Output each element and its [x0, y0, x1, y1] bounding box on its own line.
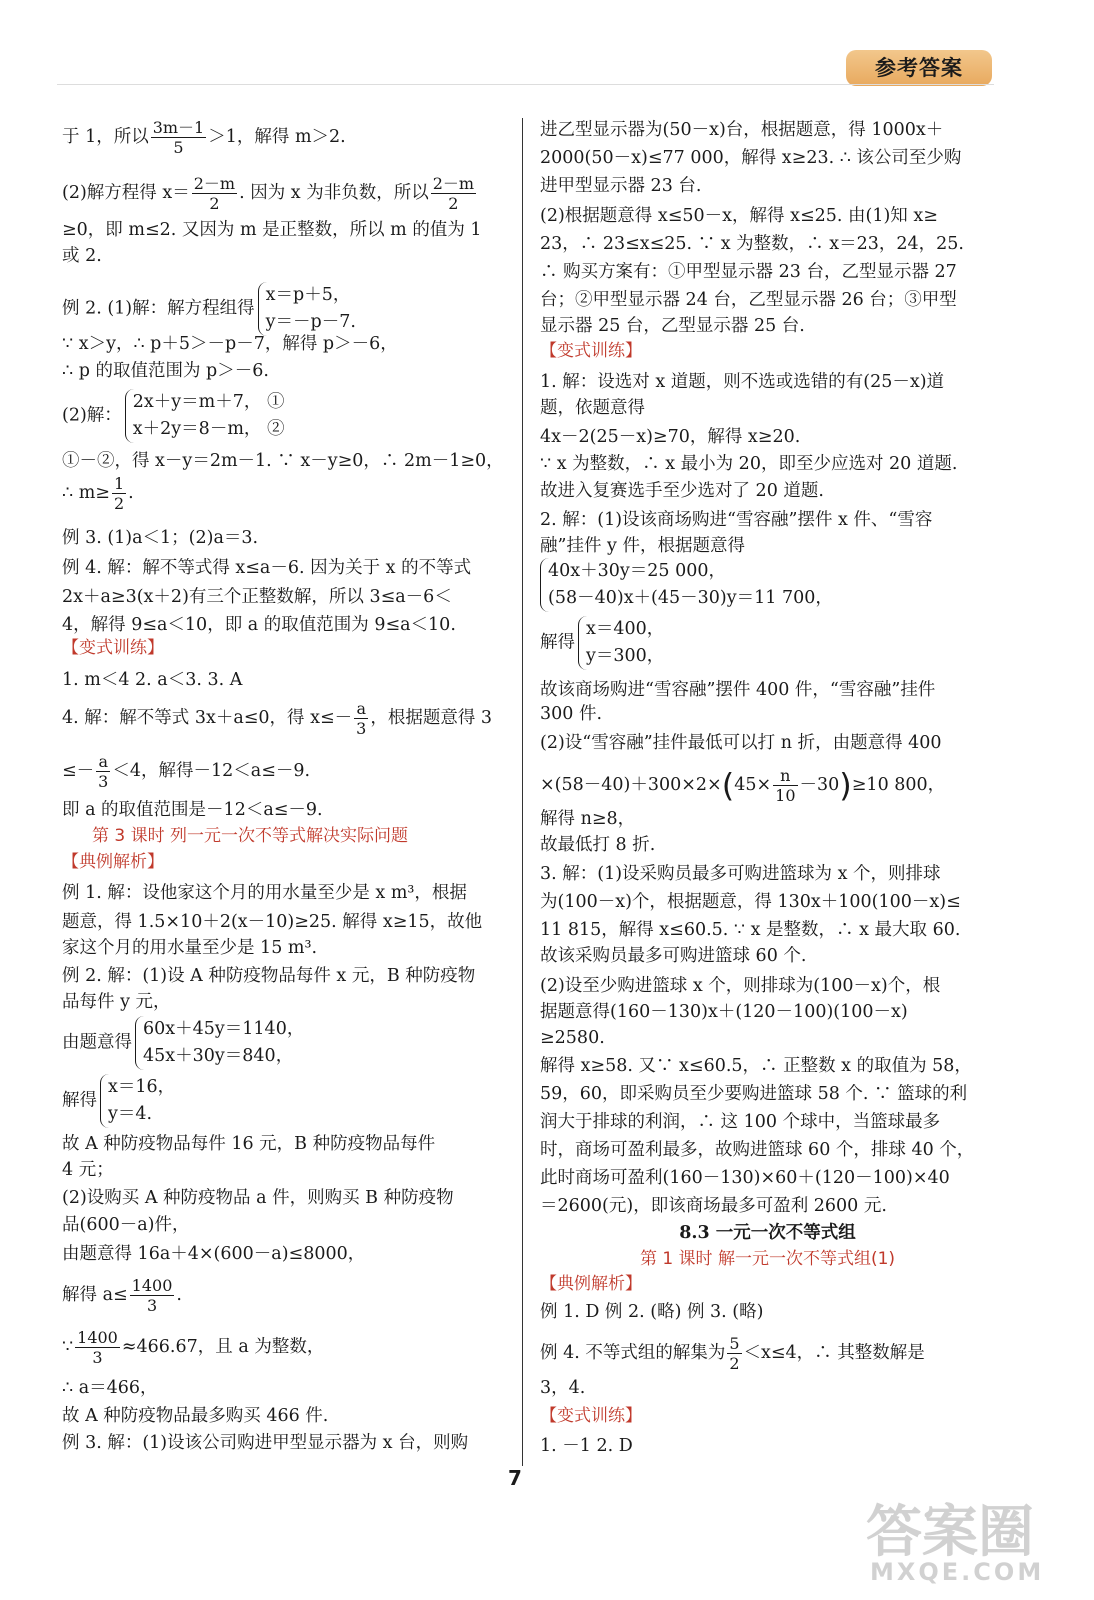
- equation-system: 40x＋30y＝25 000， (58－40)x＋(45－30)y＝11 700，: [540, 558, 833, 612]
- text-line: (2)根据题意得 x≤50－x，解得 x≤25. 由(1)知 x≥: [540, 206, 938, 226]
- text-line: ∴ m≥ $\frac{1}{2}$ .: [62, 474, 134, 513]
- equation-system: 2x＋y＝m＋7， ① x＋2y＝8－m， ②: [125, 389, 285, 443]
- chapter-title: 8.3 一元一次不等式组: [679, 1223, 856, 1243]
- fraction: $\frac{a}{3}$: [98, 752, 109, 791]
- section-heading: 【典例解析】: [540, 1274, 642, 1294]
- text-line: 进乙型显示器为(50－x)台，根据题意，得 1000x＋: [540, 120, 944, 140]
- text-line: 1. －1 2. D: [540, 1436, 633, 1456]
- text-line: ①－②，得 x－y＝2m－1. ∵ x－y≥0，∴ 2m－1≥0，: [62, 451, 504, 471]
- lesson-title: 第 3 课时 列一元一次不等式解决实际问题: [92, 826, 409, 846]
- text-line: 2x＋a≥3(x＋2)有三个正整数解，所以 3≤a－6＜: [62, 587, 452, 607]
- text-line: (2)设至少购进篮球 x 个，则排球为(100－x)个，根: [540, 976, 941, 996]
- fraction: $\frac{n}{10}$: [775, 766, 796, 805]
- section-heading: 【变式训练】: [540, 1406, 642, 1426]
- text-line: ×(58－40)＋300×2×(45× $\frac{n}{10}$ －30)≥10 800，: [540, 766, 946, 805]
- text-line: 故该采购员最多可购进篮球 60 个.: [540, 946, 807, 966]
- text-line: 解得 a≤ $\frac{1400}{3}$ .: [62, 1276, 182, 1315]
- text-line: 题，依题意得: [540, 398, 645, 418]
- equation-system: x＝p＋5， y＝－p－7.: [258, 282, 356, 336]
- text-line: 3. 解：(1)设采购员最多可购进篮球为 x 个，则排球: [540, 864, 941, 884]
- text-line: 4x－2(25－x)≥70，解得 x≥20.: [540, 427, 801, 447]
- text-line: 4. 解：解不等式 3x＋a≤0，得 x≤－ $\frac{a}{3}$ ，根据题意得 3: [62, 699, 493, 738]
- text-line: ≥2580.: [540, 1028, 605, 1048]
- equation-system: 60x＋45y＝1140， 45x＋30y＝840，: [135, 1016, 304, 1070]
- text-line: 故 A 种防疫物品每件 16 元，B 种防疫物品每件: [62, 1134, 436, 1154]
- text-line: 品(600－a)件，: [62, 1215, 190, 1235]
- watermark-logo: 答案圈 MXQE.COM: [866, 1500, 1045, 1586]
- text-line: 2. 解：(1)设该商场购进“雪容融”摆件 x 件、“雪容: [540, 510, 933, 530]
- text-line: 例 1. D 例 2. (略) 例 3. (略): [540, 1302, 764, 1322]
- text-line: 59，60，即采购员至少要购进篮球 58 个. ∵ 篮球的利: [540, 1084, 968, 1104]
- text-line: 润大于排球的利润，∴ 这 100 个球中，当篮球最多: [540, 1112, 941, 1132]
- text-line: ∵ x＞y，∴ p＋5＞－p－7，解得 p＞－6，: [62, 334, 398, 354]
- text-line: (2)设“雪容融”挂件最低可以打 n 折，由题意得 400: [540, 733, 942, 753]
- text-line: 据题意得(160－130)x＋(120－100)(100－x): [540, 1002, 908, 1022]
- text-line: (2)解方程得 x＝ $\frac{2-m}{2}$ . 因为 x 为非负数，所以 $\frac{2-m}{2}$: [62, 174, 475, 213]
- text-line: 1. m＜4 2. a＜3. 3. A: [62, 670, 243, 690]
- fraction: $\frac{1}{2}$: [113, 474, 125, 513]
- text-line: ≤－ $\frac{a}{3}$ ＜4，解得－12＜a≤－9.: [62, 752, 311, 791]
- text-line: [540, 558, 833, 612]
- text-line: 4，解得 9≤a＜10，即 a 的取值范围为 9≤a＜10.: [62, 615, 456, 635]
- text-line: ∴ 购买方案有：①甲型显示器 23 台，乙型显示器 27: [540, 262, 957, 282]
- equation-system: x＝16， y＝4.: [100, 1074, 175, 1128]
- text-line: 11 815，解得 x≤60.5. ∵ x 是整数，∴ x 最大取 60.: [540, 920, 961, 940]
- text-line: (2)解： 2x＋y＝m＋7， ① x＋2y＝8－m， ②: [62, 389, 284, 443]
- text-line: 1. 解：设选对 x 道题，则不选或选错的有(25－x)道: [540, 372, 945, 392]
- text-line: ∵ x 为整数，∴ x 最小为 20，即至少应选对 20 道题.: [540, 454, 958, 474]
- text-line: 例 4. 解：解不等式得 x≤a－6. 因为关于 x 的不等式: [62, 558, 472, 578]
- text-line: ∴ a＝466，: [62, 1378, 158, 1398]
- text-line: 300 件.: [540, 704, 603, 724]
- text-line: 显示器 25 台，乙型显示器 25 台.: [540, 316, 805, 336]
- text-line: 解得 x≥58. 又∵ x≤60.5，∴ 正整数 x 的取值为 58，: [540, 1056, 972, 1076]
- equation-system: x＝400， y＝300，: [578, 616, 664, 670]
- text-line: 于 1，所以 $\frac{3m-1}{5}$ ＞1，解得 m＞2.: [62, 118, 346, 157]
- text-line: 例 2. (1)解：解方程组得 x＝p＋5， y＝－p－7.: [62, 282, 356, 336]
- text-line: 台；②甲型显示器 24 台，乙型显示器 26 台；③甲型: [540, 290, 957, 310]
- text-line: 例 2. 解：(1)设 A 种防疫物品每件 x 元，B 种防疫物: [62, 966, 476, 986]
- text-line: 解得 n≥8，: [540, 809, 636, 829]
- text-line: 解得 x＝16， y＝4.: [62, 1074, 175, 1128]
- text-line: 品每件 y 元，: [62, 992, 171, 1012]
- text-line: 家这个月的用水量至少是 15 m³.: [62, 938, 318, 958]
- fraction: $\frac{a}{3}$: [356, 699, 367, 738]
- text-line: 例 4. 不等式组的解集为 $\frac{5}{2}$ ＜x≤4，∴ 其整数解是: [540, 1334, 925, 1373]
- text-line: 例 3. (1)a＜1；(2)a＝3.: [62, 528, 259, 548]
- text-line: 时，商场可盈利最多，故购进篮球 60 个，排球 40 个，: [540, 1140, 975, 1160]
- text-line: 即 a 的取值范围是－12＜a≤－9.: [62, 800, 323, 820]
- fraction: $\frac{1400}{3}$: [131, 1276, 173, 1315]
- text-line: (2)设购买 A 种防疫物品 a 件，则购买 B 种防疫物: [62, 1188, 454, 1208]
- text-line: 由题意得 60x＋45y＝1140， 45x＋30y＝840，: [62, 1016, 304, 1070]
- section-heading: 【典例解析】: [62, 852, 164, 872]
- lesson-title: 第 1 课时 解一元一次不等式组(1): [639, 1249, 896, 1269]
- text-line: 3，4.: [540, 1378, 586, 1398]
- text-line: 融”挂件 y 件，根据题意得: [540, 536, 745, 556]
- text-line: 故该商场购进“雪容融”摆件 400 件，“雪容融”挂件: [540, 680, 936, 700]
- text-line: ＝2600(元)，即该商场最多可盈利 2600 元.: [540, 1196, 887, 1216]
- text-line: 例 1. 解：设他家这个月的用水量至少是 x m³，根据: [62, 883, 467, 903]
- header-rule: [57, 84, 994, 85]
- fraction: $\frac{5}{2}$: [729, 1334, 740, 1373]
- fraction: $\frac{1400}{3}$: [77, 1328, 118, 1367]
- fraction: $\frac{3m-1}{5}$: [152, 118, 205, 157]
- page-number: 7: [508, 1466, 522, 1490]
- text-line: 解得 x＝400， y＝300，: [540, 616, 664, 670]
- text-line: 23，∴ 23≤x≤25. ∵ x 为整数，∴ x＝23，24，25.: [540, 234, 964, 254]
- fraction: $\frac{2-m}{2}$: [193, 174, 236, 213]
- text-line: 4 元；: [62, 1160, 114, 1180]
- text-line: ∴ p 的取值范围为 p＞－6.: [62, 361, 269, 381]
- column-divider: [522, 118, 523, 1466]
- section-heading: 【变式训练】: [62, 638, 164, 658]
- text-line: 故 A 种防疫物品最多购买 466 件.: [62, 1406, 329, 1426]
- section-tab: 参考答案: [846, 50, 992, 86]
- text-line: 或 2.: [62, 246, 102, 266]
- text-line: 题意，得 1.5×10＋2(x－10)≥25. 解得 x≥15，故他: [62, 912, 483, 932]
- text-line: 为(100－x)个，根据题意，得 130x＋100(100－x)≤: [540, 892, 961, 912]
- text-line: 故进入复赛选手至少选对了 20 道题.: [540, 481, 824, 501]
- text-line: 例 3. 解：(1)设该公司购进甲型显示器为 x 台，则购: [62, 1433, 469, 1453]
- fraction: $\frac{2-m}{2}$: [432, 174, 475, 213]
- section-heading: 【变式训练】: [540, 341, 642, 361]
- text-line: 故最低打 8 折.: [540, 835, 656, 855]
- text-line: 由题意得 16a＋4×(600－a)≤8000，: [62, 1244, 366, 1264]
- text-line: 进甲型显示器 23 台.: [540, 176, 702, 196]
- text-line: 此时商场可盈利(160－130)×60＋(120－100)×40: [540, 1168, 950, 1188]
- text-line: ≥0，即 m≤2. 又因为 m 是正整数，所以 m 的值为 1: [62, 220, 482, 240]
- text-line: ∵ $\frac{1400}{3}$ ≈466.67，且 a 为整数，: [62, 1328, 325, 1367]
- text-line: 2000(50－x)≤77 000，解得 x≥23. ∴ 该公司至少购: [540, 148, 962, 168]
